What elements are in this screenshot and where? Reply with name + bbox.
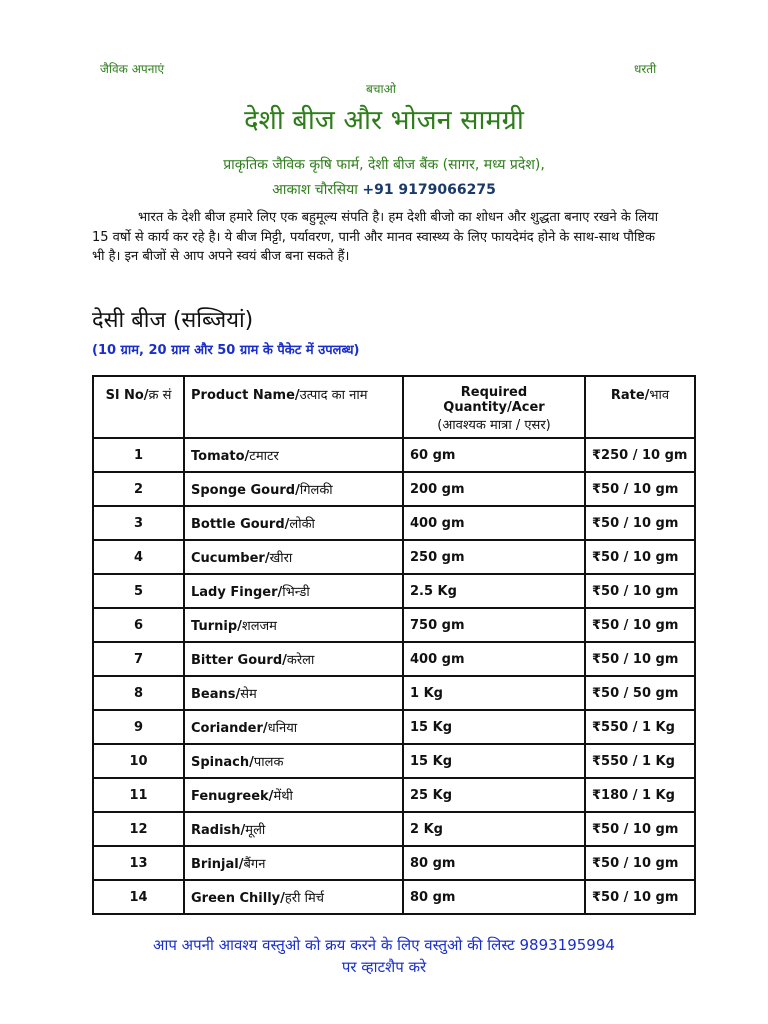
cell-sl-no: 6 xyxy=(93,608,184,642)
table-row xyxy=(93,880,695,914)
cell-quantity: 2 Kg xyxy=(403,812,585,846)
header-quantity: Required Quantity/Acer (आवश्यक मात्रा / एसर) xyxy=(403,376,585,438)
cell-quantity: 25 Kg xyxy=(403,778,585,812)
cell-quantity: 80 gm xyxy=(403,846,585,880)
table-row xyxy=(93,676,695,710)
packet-note: (10 ग्राम, 20 ग्राम और 50 ग्राम के पैकेट में उपलब्ध) xyxy=(92,343,360,358)
cell-product-name: Bottle Gourd/लोकी xyxy=(184,506,403,540)
cell-product-name: Coriander/धनिया xyxy=(184,710,403,744)
cell-quantity: 80 gm xyxy=(403,880,585,914)
cell-sl-no: 7 xyxy=(93,642,184,676)
cell-sl-no: 9 xyxy=(93,710,184,744)
table-row xyxy=(93,846,695,880)
cell-product-name: Cucumber/खीरा xyxy=(184,540,403,574)
cell-sl-no: 14 xyxy=(93,880,184,914)
product-table xyxy=(92,375,696,915)
table-row xyxy=(93,608,695,642)
cell-quantity: 60 gm xyxy=(403,438,585,472)
cell-sl-no: 3 xyxy=(93,506,184,540)
cell-quantity: 2.5 Kg xyxy=(403,574,585,608)
cell-rate: ₹250 / 10 gm xyxy=(585,438,695,472)
cell-sl-no: 1 xyxy=(93,438,184,472)
cell-rate: ₹50 / 10 gm xyxy=(585,846,695,880)
footer-line-2: पर व्हाटशैप करे xyxy=(341,958,427,976)
cell-quantity: 15 Kg xyxy=(403,744,585,778)
cell-rate: ₹50 / 10 gm xyxy=(585,472,695,506)
cell-product-name: Radish/मूली xyxy=(184,812,403,846)
contact-phone: +91 9179066275 xyxy=(362,182,496,198)
farm-subtitle: प्राकृतिक जैविक कृषि फार्म, देशी बीज बैंक (सागर, मध्य प्रदेश), xyxy=(223,157,545,173)
table-row xyxy=(93,642,695,676)
header-rate: Rate/भाव xyxy=(585,376,695,438)
cell-rate: ₹180 / 1 Kg xyxy=(585,778,695,812)
intro-paragraph: भारत के देशी बीज हमारे लिए एक बहुमूल्य संपति है। हम देशी बीजो का शोधन और शुद्धता बनाए रखने के लिया 15 वर्षो से कार्य कर रहे है। ये बीज मिट्टी, पर्यावरण, पानी और मानव स्वास्थ्य के लिए फायदेमंद होने के साथ-साथ पौष्टिक भी है। इन बीजों से आप अपने स्वयं बीज बना सकते हैं। xyxy=(92,210,659,264)
whatsapp-footer xyxy=(0,934,768,978)
tagline-left: जैविक अपनाएं xyxy=(100,62,165,76)
cell-rate: ₹50 / 50 gm xyxy=(585,676,695,710)
table-row xyxy=(93,438,695,472)
cell-product-name: Bitter Gourd/करेला xyxy=(184,642,403,676)
cell-quantity: 400 gm xyxy=(403,642,585,676)
table-row xyxy=(93,744,695,778)
cell-sl-no: 2 xyxy=(93,472,184,506)
cell-product-name: Beans/सेम xyxy=(184,676,403,710)
cell-sl-no: 10 xyxy=(93,744,184,778)
cell-rate: ₹550 / 1 Kg xyxy=(585,744,695,778)
cell-sl-no: 5 xyxy=(93,574,184,608)
cell-quantity: 250 gm xyxy=(403,540,585,574)
table-row xyxy=(93,710,695,744)
cell-sl-no: 11 xyxy=(93,778,184,812)
cell-sl-no: 8 xyxy=(93,676,184,710)
header-sl-no: Sl No/क्र सं xyxy=(93,376,184,438)
contact-line xyxy=(0,180,768,199)
document-title: देशी बीज और भोजन सामग्री xyxy=(244,105,524,136)
cell-rate: ₹50 / 10 gm xyxy=(585,642,695,676)
cell-product-name: Brinjal/बैंगन xyxy=(184,846,403,880)
tagline-right-part1: धरती xyxy=(634,62,657,76)
cell-rate: ₹50 / 10 gm xyxy=(585,880,695,914)
table-row xyxy=(93,506,695,540)
cell-product-name: Fenugreek/मेंथी xyxy=(184,778,403,812)
table-row xyxy=(93,574,695,608)
contact-name: आकाश चौरसिया xyxy=(272,182,363,198)
table-header-row xyxy=(93,376,695,438)
cell-rate: ₹50 / 10 gm xyxy=(585,574,695,608)
cell-quantity: 15 Kg xyxy=(403,710,585,744)
cell-product-name: Sponge Gourd/गिलकी xyxy=(184,472,403,506)
cell-product-name: Lady Finger/भिन्डी xyxy=(184,574,403,608)
tagline-right-part2: बचाओ xyxy=(366,82,396,96)
footer-line-1: आप अपनी आवश्य वस्तुओ को क्रय करने के लिए वस्तुओ की लिस्ट 9893195994 xyxy=(153,936,615,954)
table-row xyxy=(93,540,695,574)
cell-rate: ₹50 / 10 gm xyxy=(585,540,695,574)
cell-quantity: 750 gm xyxy=(403,608,585,642)
section-heading: देसी बीज (सब्जियां) xyxy=(92,308,254,333)
cell-rate: ₹50 / 10 gm xyxy=(585,608,695,642)
cell-rate: ₹50 / 10 gm xyxy=(585,506,695,540)
cell-product-name: Spinach/पालक xyxy=(184,744,403,778)
cell-product-name: Green Chilly/हरी मिर्च xyxy=(184,880,403,914)
cell-quantity: 400 gm xyxy=(403,506,585,540)
table-row xyxy=(93,778,695,812)
table-row xyxy=(93,472,695,506)
cell-sl-no: 12 xyxy=(93,812,184,846)
cell-product-name: Tomato/टमाटर xyxy=(184,438,403,472)
cell-rate: ₹50 / 10 gm xyxy=(585,812,695,846)
header-product-name: Product Name/उत्पाद का नाम xyxy=(184,376,403,438)
cell-sl-no: 13 xyxy=(93,846,184,880)
cell-quantity: 200 gm xyxy=(403,472,585,506)
cell-sl-no: 4 xyxy=(93,540,184,574)
cell-rate: ₹550 / 1 Kg xyxy=(585,710,695,744)
table-row xyxy=(93,812,695,846)
cell-product-name: Turnip/शलजम xyxy=(184,608,403,642)
cell-quantity: 1 Kg xyxy=(403,676,585,710)
